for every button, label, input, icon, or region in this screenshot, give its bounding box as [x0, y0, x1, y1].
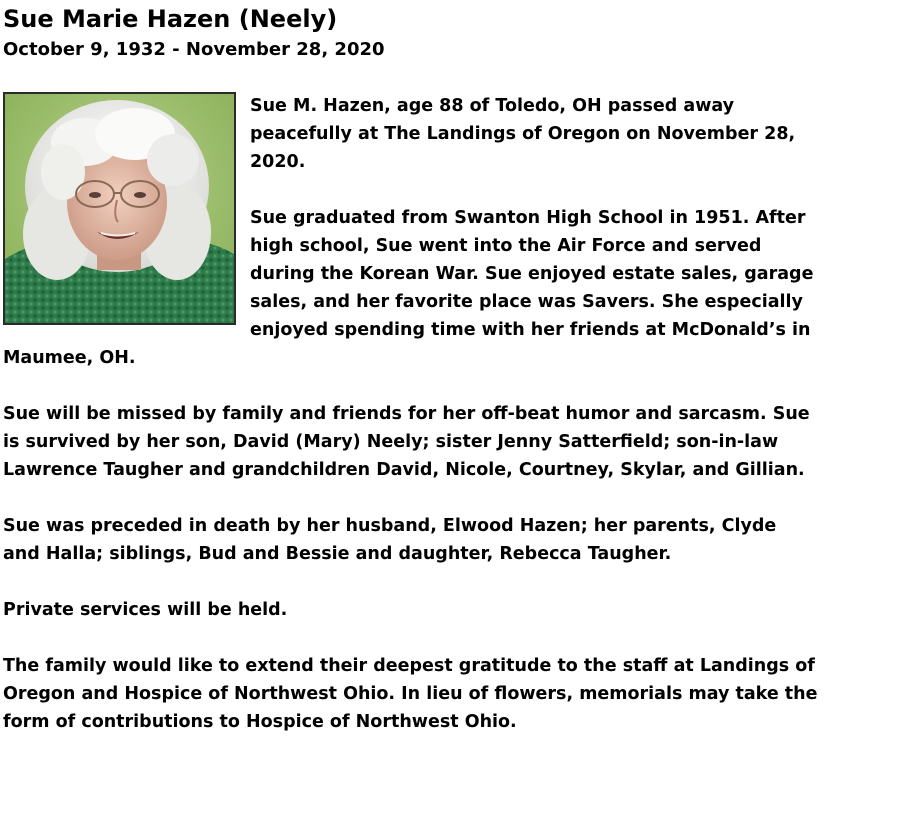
obituary-paragraph: Sue M. Hazen, age 88 of Toledo, OH passed away peacefully at The Landings of Oregon on November 28, 2020.	[250, 96, 796, 172]
portrait-photo-icon	[5, 94, 234, 323]
obituary-body	[3, 92, 818, 764]
obituary-paragraph: Sue graduated from Swanton High School in 1951. After high school, Sue went into the Air Force and served during the Korean War. Sue enjoyed estate sales, garage sales, and her favorite place was Savers. She especially enjoyed spending time with her friends at McDonald’s in Maumee, OH.	[3, 208, 814, 368]
obituary-dates: October 9, 1932 - November 28, 2020	[3, 39, 385, 60]
obituary-name: Sue Marie Hazen (Neely)	[3, 5, 338, 33]
obituary-paragraph: Sue will be missed by family and friends for her off-beat humor and sarcasm. Sue is survived by her son, David (Mary) Neely; sister Jenny Satterfield; son-in-law Lawrence Taugher and grandchildren David, Nicole, Courtney, Skylar, and Gillian.	[3, 404, 810, 480]
obituary-paragraph: Private services will be held.	[3, 600, 288, 620]
obituary-paragraph: Sue was preceded in death by her husband, Elwood Hazen; her parents, Clyde and Halla; siblings, Bud and Bessie and daughter, Rebecca Taugher.	[3, 516, 777, 564]
portrait-photo	[3, 92, 236, 325]
obituary-paragraph: The family would like to extend their deepest gratitude to the staff at Landings of Oregon and Hospice of Northwest Ohio. In lieu of flowers, memorials may take the form of contributions to Hospice of Northwest Ohio.	[3, 656, 818, 732]
